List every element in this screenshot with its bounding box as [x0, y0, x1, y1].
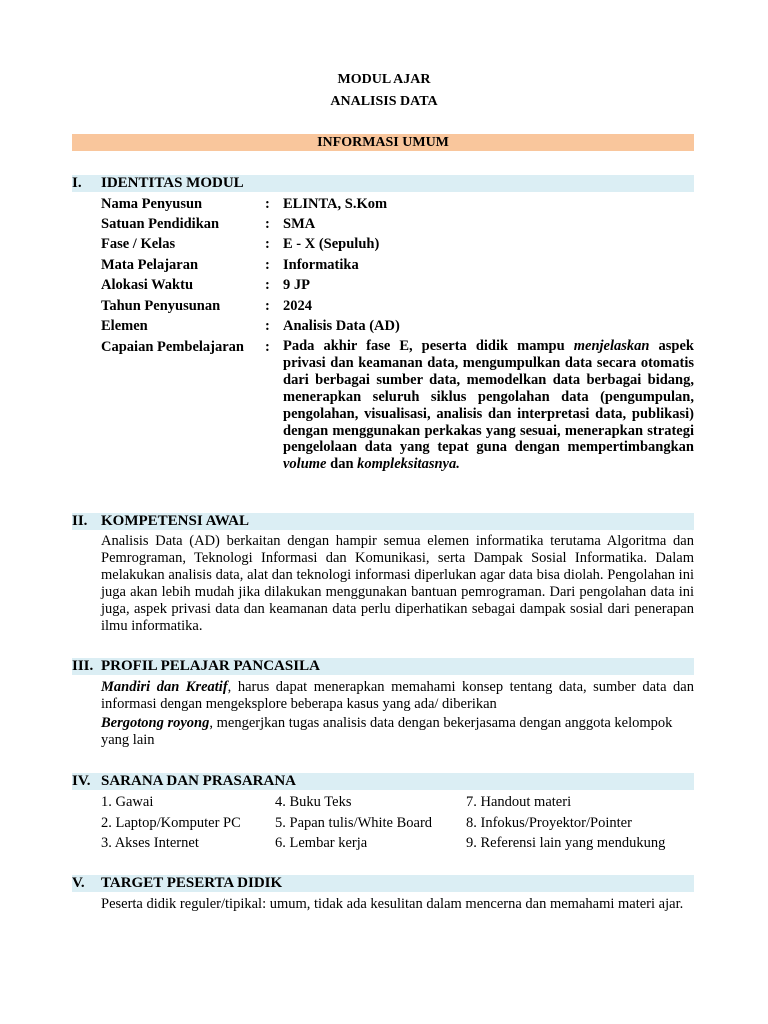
section-number: V.: [72, 875, 85, 891]
row-value: SMA: [283, 216, 316, 232]
section-number: II.: [72, 513, 88, 529]
section-title-identitas: IDENTITAS MODUL: [101, 175, 244, 191]
section-title-kompetensi: KOMPETENSI AWAL: [101, 513, 249, 529]
row-colon: :: [265, 216, 270, 232]
doc-title: MODUL AJAR: [337, 72, 431, 87]
row-label: Mata Pelajaran: [101, 257, 199, 273]
list-item: 2. Laptop/Komputer PC: [101, 815, 241, 831]
row-colon: :: [265, 339, 270, 355]
kompetensi-awal-text: Analisis Data (AD) berkaitan dengan hampir semua elemen informatika terutama Algoritma dan Pemrograman, Teknologi Informasi dan Komunikasi, serta Dampak Sosial Informatika. Dalam melakukan analisis data, alat dan teknologi informasi diperlukan agar data bisa diolah. Pengolahan ini juga akan lebih mudah jika dilakukan menggunakan bantuan pemrograman. Dari pengolahan data ini juga, aspek privasi data dan keamanan data perlu diperhatikan sebagai dampak sosial dari penerapan ilmu informatika.: [101, 533, 694, 634]
profil-paragraph-gotong-royong: Bergotong royong, mengerjkan tugas analisis data dengan bekerjasama dengan anggota kelompok yang lain: [101, 715, 673, 748]
list-item: 8. Infokus/Proyektor/Pointer: [466, 815, 632, 831]
row-colon: :: [265, 196, 270, 212]
row-label: Alokasi Waktu: [101, 277, 194, 293]
list-item: 6. Lembar kerja: [275, 835, 368, 851]
list-item: 1. Gawai: [101, 794, 154, 810]
row-label: Elemen: [101, 318, 148, 334]
row-label: Nama Penyusun: [101, 196, 203, 212]
list-item: 9. Referensi lain yang mendukung: [466, 835, 666, 851]
row-colon: :: [265, 257, 270, 273]
row-value: 9 JP: [283, 277, 310, 293]
row-colon: :: [265, 298, 270, 314]
list-item: 3. Akses Internet: [101, 835, 199, 851]
section-number: III.: [72, 658, 94, 674]
row-colon: :: [265, 318, 270, 334]
profil-paragraph-mandiri: Mandiri dan Kreatif, harus dapat menerapkan memahami konsep tentang data, sumber data dan informasi dengan mengeksplore beberapa kasus yang ada/ diberikan: [101, 679, 694, 712]
section-number: IV.: [72, 773, 91, 789]
informasi-umum-band: INFORMASI UMUM: [72, 134, 694, 151]
row-colon: :: [265, 277, 270, 293]
row-value: 2024: [283, 298, 312, 314]
row-label: Fase / Kelas: [101, 236, 176, 252]
row-value: Analisis Data (AD): [283, 318, 400, 334]
section-title-target: TARGET PESERTA DIDIK: [101, 875, 283, 891]
row-label: Satuan Pendidikan: [101, 216, 220, 232]
section-title-profil: PROFIL PELAJAR PANCASILA: [101, 658, 320, 674]
row-label: Capaian Pembelajaran: [101, 339, 244, 355]
list-item: 4. Buku Teks: [275, 794, 352, 810]
row-value: E - X (Sepuluh): [283, 236, 380, 252]
row-value: ELINTA, S.Kom: [283, 196, 388, 212]
capaian-pembelajaran-text: Pada akhir fase E, peserta didik mampu menjelaskan aspek privasi dan keamanan data, mengumpulkan data secara otomatis dari berbagai sumber data, memodelkan data berbagai bidang, menerapkan seluruh siklus pengolahan data (pengumpulan, pengolahan, visualisasi, analisis dan interpretasi data, publikasi) dengan menggunakan perkakas yang sesuai, menerapkan strategi pengelolaan data yang tepat guna dengan mempertimbangkan volume dan kompleksitasnya.: [283, 338, 694, 473]
row-colon: :: [265, 236, 270, 252]
row-value: Informatika: [283, 257, 359, 273]
list-item: 5. Papan tulis/White Board: [275, 815, 433, 831]
target-peserta-text: Peserta didik reguler/tipikal: umum, tidak ada kesulitan dalam mencerna dan memahami materi ajar.: [101, 896, 684, 912]
section-number: I.: [72, 175, 82, 191]
section-title-sarana: SARANA DAN PRASARANA: [101, 773, 297, 789]
doc-subtitle: ANALISIS DATA: [330, 94, 438, 109]
row-label: Tahun Penyusunan: [101, 298, 221, 314]
list-item: 7. Handout materi: [466, 794, 572, 810]
